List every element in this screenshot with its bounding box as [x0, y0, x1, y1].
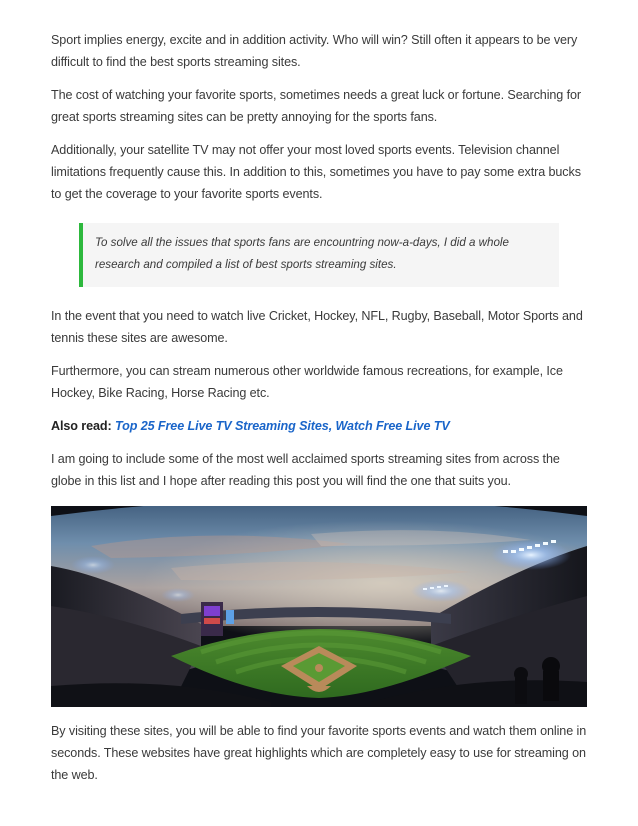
- quote-block: To solve all the issues that sports fans are encountring now-a-days, I did a whole research and compiled a list of best sports streaming sites.: [79, 223, 559, 287]
- paragraph-visit-sites: By visiting these sites, you will be able to find your favorite sports events and watch them online in seconds. These websites have great highlights which are completely easy to use for streaming on the web.: [51, 724, 587, 782]
- paragraph-live-sports: In the event that you need to watch live Cricket, Hockey, NFL, Rugby, Baseball, Motor Sports and tennis these sites are awesome.: [51, 309, 583, 345]
- also-read-link[interactable]: Top 25 Free Live TV Streaming Sites, Watch Free Live TV: [115, 419, 450, 433]
- paragraph-list-intro: I am going to include some of the most well acclaimed sports streaming sites from across the globe in this list and I hope after reading this post you will find the one that suits you.: [51, 452, 560, 488]
- stadium-illustration: [51, 506, 587, 707]
- also-read: [51, 415, 587, 437]
- paragraph-intro-sport: Sport implies energy, excite and in addition activity. Who will win? Still often it appears to be very difficult to find the best sports streaming sites.: [51, 33, 578, 69]
- also-read-label: Also read:: [51, 419, 112, 433]
- stadium-image: [51, 506, 587, 707]
- paragraph-satellite: Additionally, your satellite TV may not offer your most loved sports events. Television channel limitations frequently cause this. In addition to this, sometimes you have to pay some extra bucks to get the coverage to your favorite sports events.: [51, 143, 581, 201]
- paragraph-cost: The cost of watching your favorite sports, sometimes needs a great luck or fortune. Searching for great sports streaming sites can be pretty annoying for the sports fans.: [51, 88, 581, 124]
- article-body: [51, 29, 587, 786]
- paragraph-more-sports: Furthermore, you can stream numerous other worldwide famous recreations, for example, Ice Hockey, Bike Racing, Horse Racing etc.: [51, 364, 563, 400]
